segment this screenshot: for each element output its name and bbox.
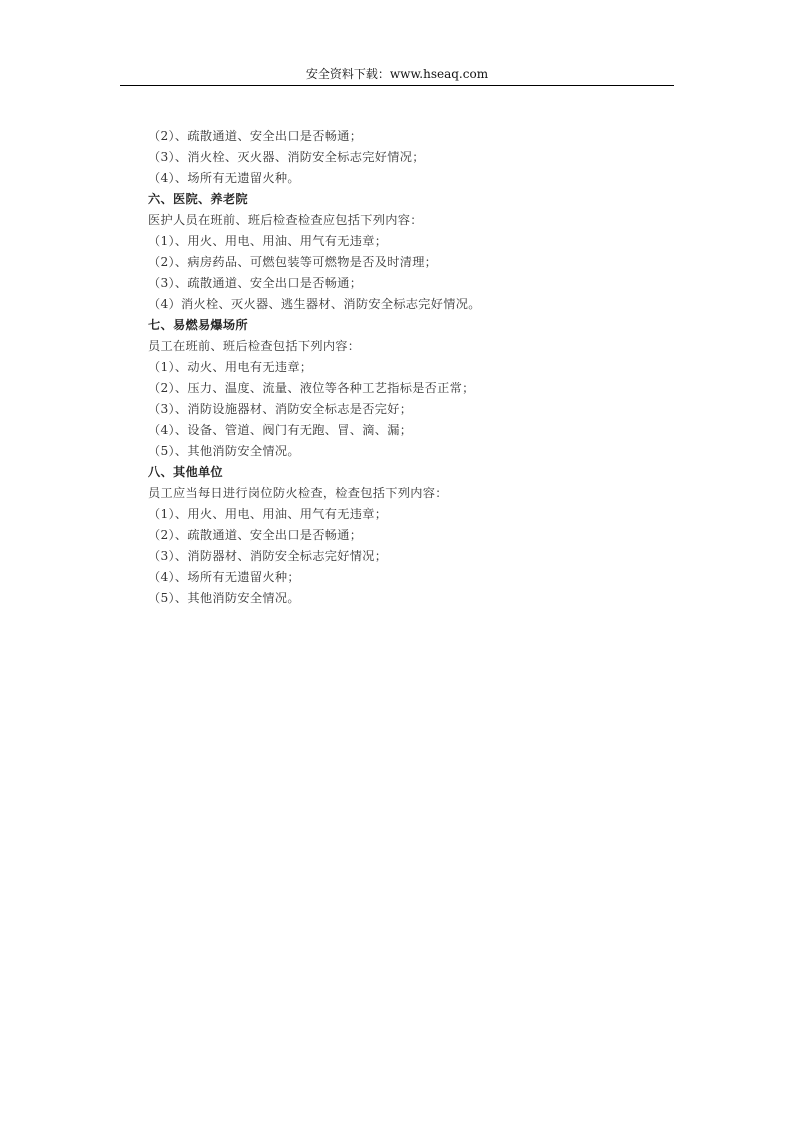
text-line: （3）、疏散通道、安全出口是否畅通； (148, 276, 363, 290)
text-line: （2）、病房药品、可燃包装等可燃物是否及时清理； (148, 255, 438, 269)
text-line: （1）、用火、用电、用油、用气有无违章； (148, 507, 388, 521)
text-line: （4）消火栓、灭火器、逃生器材、消防安全标志完好情况。 (148, 297, 481, 311)
page-header (120, 66, 674, 86)
text-line: 医护人员在班前、班后检查检查应包括下列内容： (148, 213, 423, 227)
text-line: （4）、场所有无遗留火种； (148, 570, 300, 584)
document-body (148, 126, 678, 609)
text-line: （2）、疏散通道、安全出口是否畅通； (148, 129, 363, 143)
section-heading: 八、其他单位 (148, 465, 223, 479)
text-line: 员工在班前、班后检查包括下列内容： (148, 339, 361, 353)
text-line: （2）、压力、温度、流量、液位等各种工艺指标是否正常； (148, 381, 475, 395)
text-line: （1）、用火、用电、用油、用气有无违章； (148, 234, 388, 248)
text-line: （4）、设备、管道、阀门有无跑、冒、滴、漏； (148, 423, 413, 437)
text-line: （1）、动火、用电有无违章； (148, 360, 313, 374)
section-heading: 六、医院、养老院 (148, 192, 248, 206)
text-line: （4）、场所有无遗留火种。 (148, 171, 300, 185)
text-line: （3）、消防设施器材、消防安全标志是否完好； (148, 402, 413, 416)
text-line: （3）、消防器材、消防安全标志完好情况； (148, 549, 388, 563)
text-line: 员工应当每日进行岗位防火检查，检查包括下列内容： (148, 486, 448, 500)
text-line: （2）、疏散通道、安全出口是否畅通； (148, 528, 363, 542)
header-text: 安全资料下载：www.hseaq.com (305, 67, 489, 81)
text-line: （3）、消火栓、灭火器、消防安全标志完好情况； (148, 150, 425, 164)
text-line: （5）、其他消防安全情况。 (148, 444, 300, 458)
text-line: （5）、其他消防安全情况。 (148, 591, 300, 605)
section-heading: 七、易燃易爆场所 (148, 318, 248, 332)
